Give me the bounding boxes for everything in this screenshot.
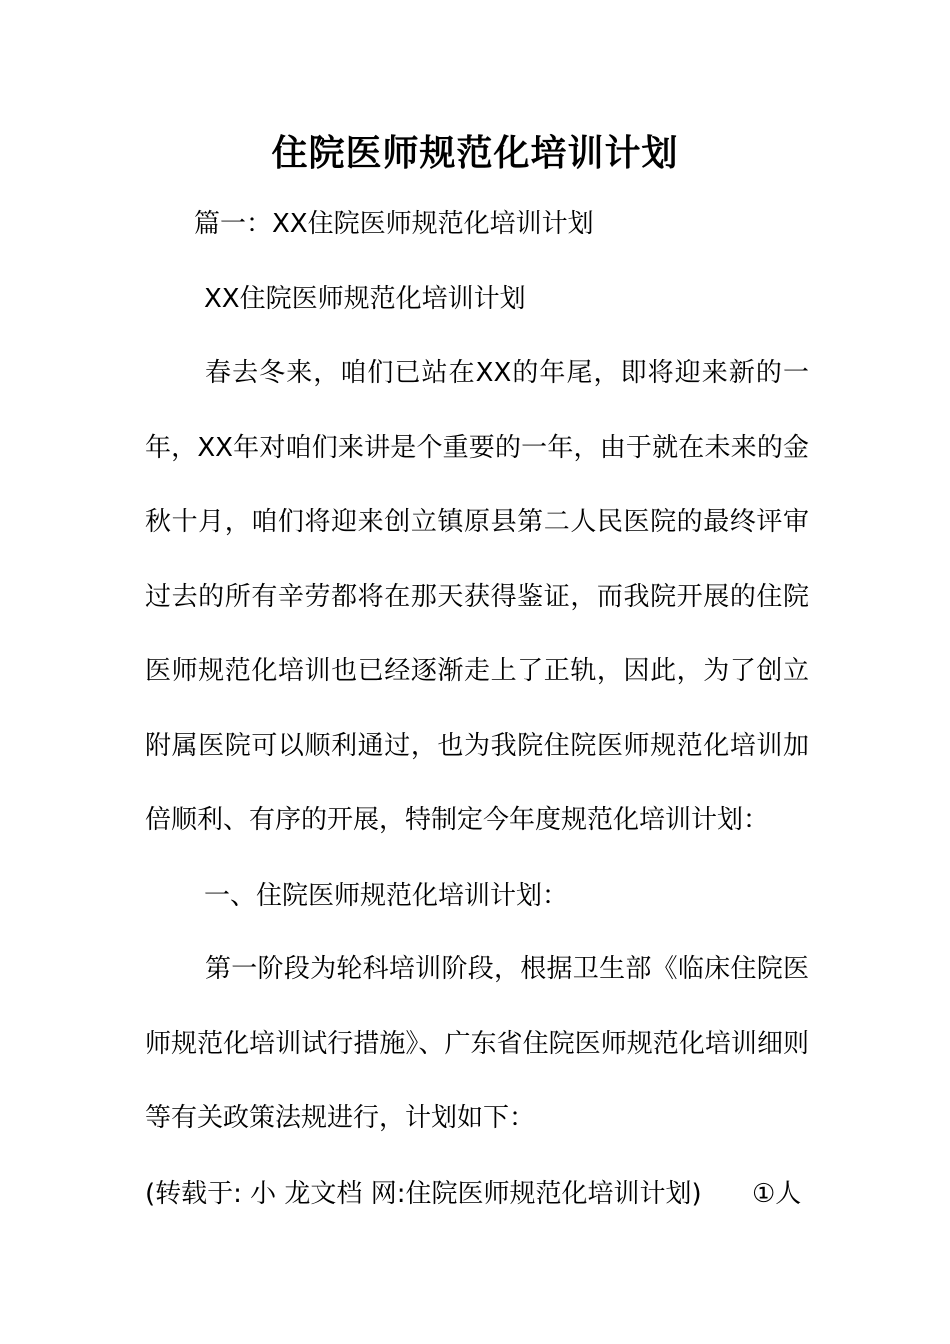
chapter-heading: 篇一：XX住院医师规范化培训计划	[194, 209, 594, 239]
document-title: 住院医师规范化培训计划	[271, 132, 679, 174]
paragraph-intro: 春去冬来，咱们已站在XX的年尾，即将迎来新的一年，XX年对咱们来讲是个重要的一年，由于就在未来的金秋十月，咱们将迎来创立镇原县第二人民医院的最终评审过去的所有辛劳都将在那天获得鉴证，而我院开展的住院医师规范化培训也已经逐渐走上了正轨，因此，为了创立附属医院可以顺利通过，也为我院住院医师规范化培训加倍顺利、有序的开展，特制定今年度规范化培训计划：	[145, 358, 809, 835]
section-one-heading: 一、住院医师规范化培训计划：	[204, 881, 569, 911]
sub-heading: XX住院医师规范化培训计划	[204, 284, 526, 314]
repost-note: (转载于: 小 龙文档 网:住院医师规范化培训计划)	[145, 1179, 702, 1209]
paragraph-stage-one: 第一阶段为轮科培训阶段，根据卫生部《临床住院医师规范化培训试行措施》、广东省住院医师规范化培训细则等有关政策法规进行，计划如下：	[145, 954, 809, 1133]
item-marker: ①人	[752, 1179, 802, 1209]
